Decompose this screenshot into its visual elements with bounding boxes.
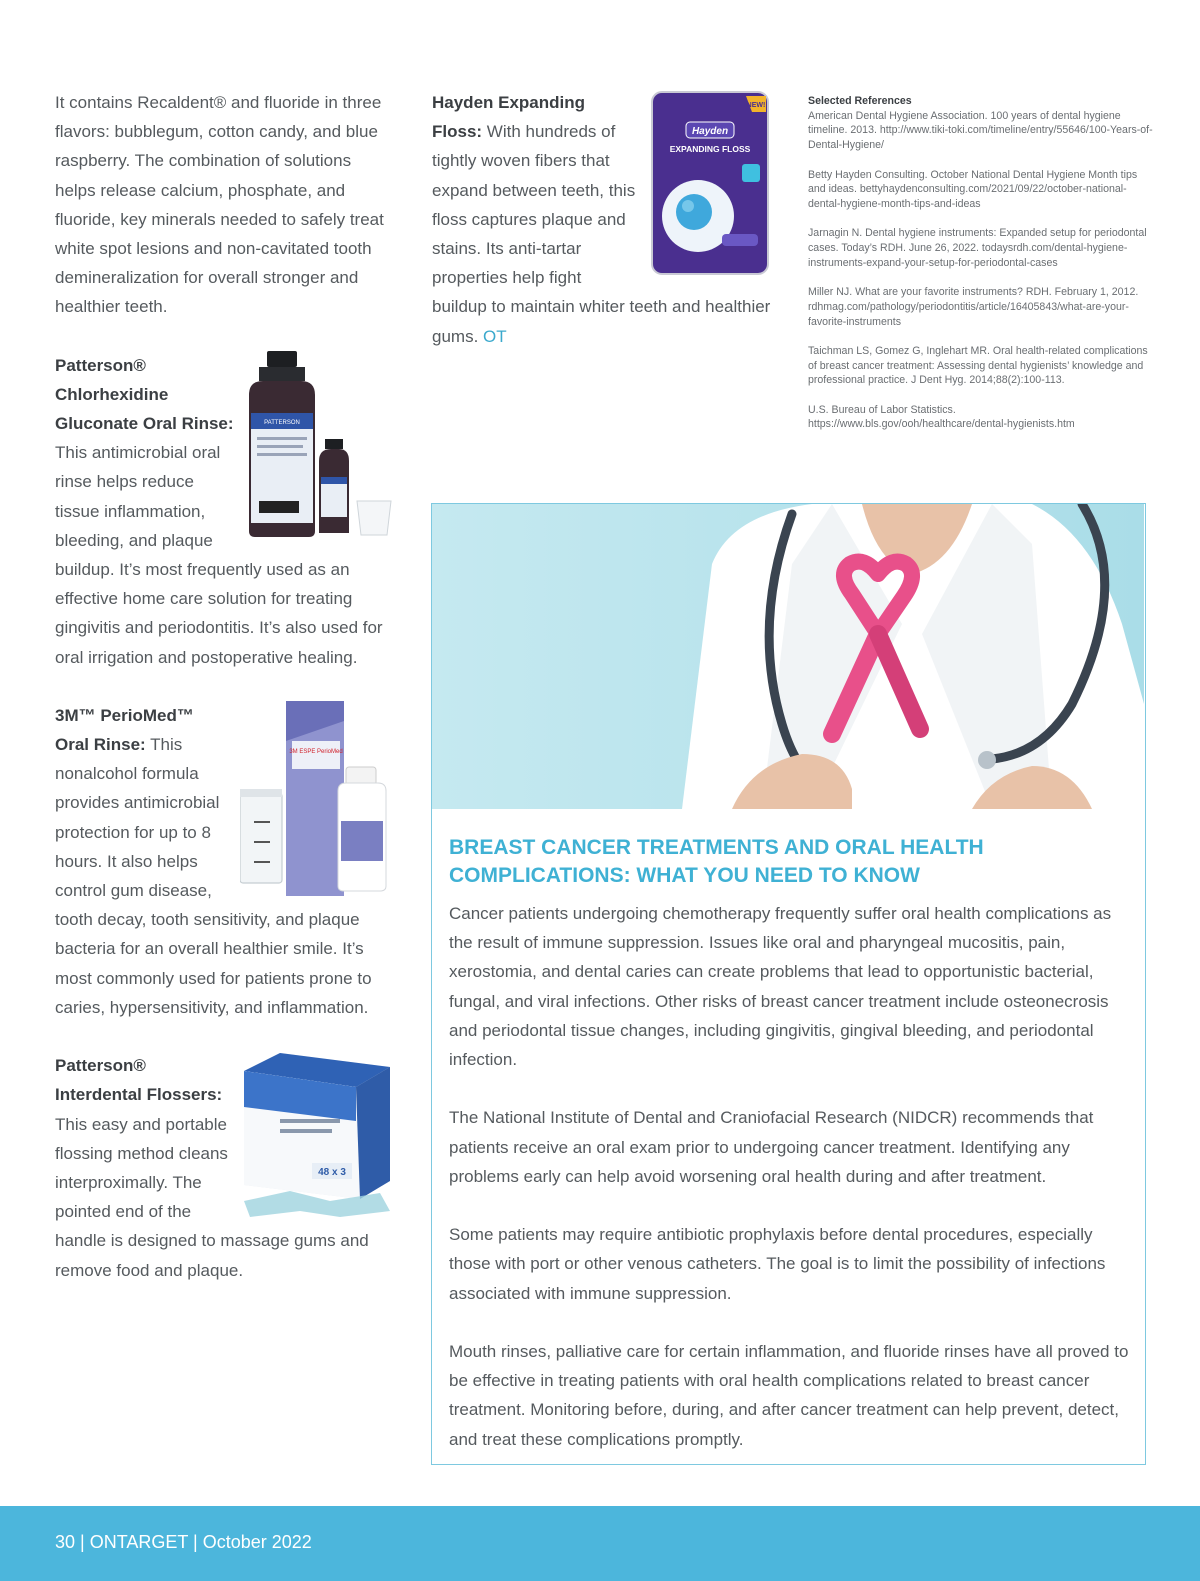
sidebar-paragraph: The National Institute of Dental and Craniofacial Research (NIDCR) recommends that patients receive an oral exam prior to undergoing cancer treatment. Identifying any problems early can help avoid worsening oral health during and after treatment. [449, 1108, 1094, 1186]
product-name: Patterson® Interdental Flossers: [55, 1056, 223, 1105]
product-description: With hundreds of tightly woven fibers that expand between teeth, this floss captures plaque and stains. Its anti-tartar properties help fight buildup to maintain whiter teeth and healthier gums. [432, 122, 771, 346]
reference-item: U.S. Bureau of Labor Statistics. https://www.bls.gov/ooh/healthcare/dental-hygienists.htm [808, 403, 1075, 431]
product-description: This antimicrobial oral rinse helps reduce tissue inflammation, bleeding, and plaque buildup. It’s most frequently used as an effective home care solution for treating gingivitis and periodontitis. It’s also used for oral irrigation and postoperative healing. [55, 443, 383, 667]
reference-item: Betty Hayden Consulting. October National Dental Hygiene Month tips and ideas. bettyhaydenconsulting.com/2021/09/22/october-national-dental-hygiene-month-tips-and-ideas [808, 168, 1138, 210]
end-mark: OT [483, 326, 507, 346]
periomed-label-text: 3M ESPE PerioMed [289, 748, 343, 755]
doctor-illustration [432, 504, 1144, 809]
product-name: Hayden Expanding Floss: [432, 93, 586, 142]
product-description: This nonalcohol formula provides antimicrobial protection for up to 8 hours. It also helps control gum disease, tooth decay, tooth sensitivity, and plaque bacteria for an overall healthier smile. It’s most commonly used for patients prone to caries, hypersensitivity, and inflammation. [55, 735, 372, 1017]
bottle-label-text: PATTERSON [264, 419, 300, 426]
intro-paragraph: It contains Recaldent® and fluoride in three flavors: bubblegum, cotton candy, and blue raspberry. The combination of solutions helps release calcium, phosphate, and fluoride, key minerals needed to safely treat white spot lesions and non-cavitated tooth demineralization for overall stronger and healthier teeth. [55, 93, 384, 317]
sidebar-body [449, 899, 1129, 1483]
periomed-package-image [240, 701, 395, 901]
breast-cancer-sidebar [431, 503, 1146, 1465]
reference-item: Jarnagin N. Dental hygiene instruments: Expanded setup for periodontal cases. Today’s RDH. June 26, 2022. todaysrdh.com/dental-hygiene-instruments-expand-your-setup-for-periodontal-cases [808, 227, 1147, 269]
product-chlorhexidine [55, 351, 395, 672]
reference-item: American Dental Hygiene Association. 100 years of dental hygiene timeline. 2013. http://www.tiki-toki.com/timeline/entry/55646/100-Years-of-Dental-Hygiene/ [808, 109, 1153, 152]
flossers-box-text: 48 x 3 [318, 1167, 346, 1179]
expanding-floss-label: EXPANDING FLOSS [669, 144, 751, 154]
page-footer [0, 1506, 1200, 1581]
product-name: Patterson® Chlorhexidine Gluconate Oral Rinse: [55, 355, 234, 434]
references-section [808, 94, 1153, 447]
reference-item: Miller NJ. What are your favorite instruments? RDH. February 1, 2012. rdhmag.com/pathology/periodontitis/article/16405843/what-are-your-favorite-instruments [808, 286, 1139, 328]
product-interdental-flossers [55, 1051, 395, 1285]
chlorhexidine-bottle-image [245, 351, 395, 541]
sidebar-heading: BREAST CANCER TREATMENTS AND ORAL HEALTH COMPLICATIONS: WHAT YOU NEED TO KNOW [449, 836, 984, 887]
flossers-box-image [240, 1051, 395, 1221]
hayden-floss-package-image [648, 88, 772, 278]
middle-column [432, 88, 772, 351]
product-periomed [55, 701, 395, 1022]
sidebar-paragraph: Mouth rinses, palliative care for certain inflammation, and fluoride rinses have all proved to be effective in treating patients with oral health complications related to breast cancer treatment. Monitoring before, during, and after cancer treatment can help prevent, detect, and treat these complications promptly. [449, 1342, 1129, 1449]
hayden-brand: Hayden [691, 126, 729, 137]
product-name: 3M™ PerioMed™ Oral Rinse: [55, 705, 194, 755]
doctor-pink-ribbon-photo [432, 504, 1144, 809]
product-description: This easy and portable flossing method cleans interproximally. The pointed end of the handle is designed to massage gums and remove food and plaque. [55, 1114, 369, 1280]
sidebar-paragraph: Cancer patients undergoing chemotherapy frequently suffer oral health complications as the result of immune suppression. Issues like oral and pharyngeal mucositis, pain, xerostomia, and dental caries can create problems that lead to opportunistic bacterial, fungal, and viral infections. Other risks of breast cancer treatment include osteonecrosis and periodontal tissue changes, including gingivitis, gingival bleeding, and periodontal infection. [449, 904, 1112, 1070]
reference-item: Taichman LS, Gomez G, Inglehart MR. Oral health-related complications of breast cancer treatment: Assessing dental hygienists’ knowledge and professional practice. J Dent Hyg. 2014;88(2):100-113. [808, 344, 1148, 387]
sidebar-paragraph: Some patients may require antibiotic prophylaxis before dental procedures, especially those with port or other venous catheters. The goal is to limit the possibility of infections associated with immune suppression. [449, 1225, 1106, 1303]
new-badge: NEW! [746, 102, 766, 109]
product-hayden-floss [432, 88, 772, 351]
left-column [55, 88, 395, 1285]
references-title: Selected References [808, 95, 912, 107]
footer-page-info: 30 | ONTARGET | October 2022 [55, 1532, 312, 1552]
